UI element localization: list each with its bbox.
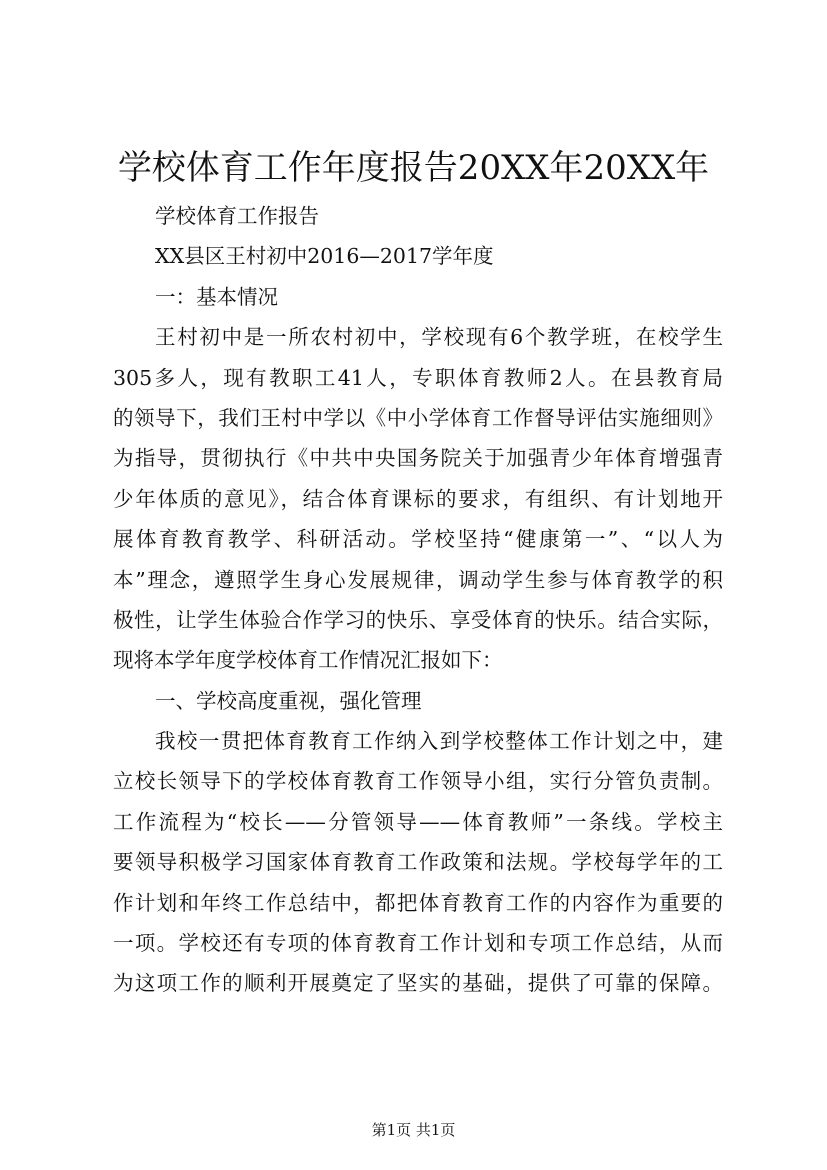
document-body (113, 196, 723, 1004)
paragraph-line: XX县区王村初中2016—2017学年度 (155, 244, 494, 269)
document-title: 学校体育工作年度报告20XX年20XX年 (117, 148, 710, 188)
paragraph-line: 学校体育工作报告 (155, 204, 319, 228)
paragraph-line: 王村初中是一所农村初中，学校现有6个教学班，在校学生 (155, 325, 723, 350)
paragraph-line: 一项。学校还有专项的体育教育工作计划和专项工作总结，从而 (113, 931, 723, 956)
paragraph-line: 的领导下，我们王村中学以《中小学体育工作督导评估实施细则》 (113, 405, 723, 430)
paragraph-line: 一：基本情况 (155, 284, 278, 309)
paragraph-line: 极性，让学生体验合作学习的快乐、享受体育的快乐。结合实际， (113, 607, 723, 632)
paragraph-line: 我校一贯把体育教育工作纳入到学校整体工作计划之中，建 (155, 729, 723, 754)
paragraph-line: 一、学校高度重视，强化管理 (155, 688, 422, 713)
paragraph-line: 立校长领导下的学校体育教育工作领导小组，实行分管负责制。 (113, 769, 723, 794)
paragraph-line: 现将本学年度学校体育工作情况汇报如下： (113, 648, 503, 673)
paragraph-line: 展体育教育教学、科研活动。学校坚持“健康第一”、“以人为 (113, 527, 723, 552)
paragraph-line: 作计划和年终工作总结中，都把体育教育工作的内容作为重要的 (113, 890, 723, 915)
paragraph-line: 工作流程为“校长——分管领导——体育教师”一条线。学校主 (113, 809, 723, 834)
paragraph-line: 要领导积极学习国家体育教育工作政策和法规。学校每学年的工 (113, 850, 723, 875)
page-footer: 第1页 共1页 (371, 1121, 456, 1139)
paragraph-line: 为这项工作的顺利开展奠定了坚实的基础，提供了可靠的保障。 (113, 971, 723, 996)
paragraph-line: 本”理念，遵照学生身心发展规律，调动学生参与体育教学的积 (113, 567, 723, 592)
paragraph-line: 305多人，现有教职工41人，专职体育教师2人。在县教育局 (113, 365, 723, 390)
paragraph-line: 少年体质的意见》，结合体育课标的要求，有组织、有计划地开 (113, 486, 723, 511)
paragraph-line: 为指导，贯彻执行《中共中央国务院关于加强青少年体育增强青 (113, 446, 723, 471)
